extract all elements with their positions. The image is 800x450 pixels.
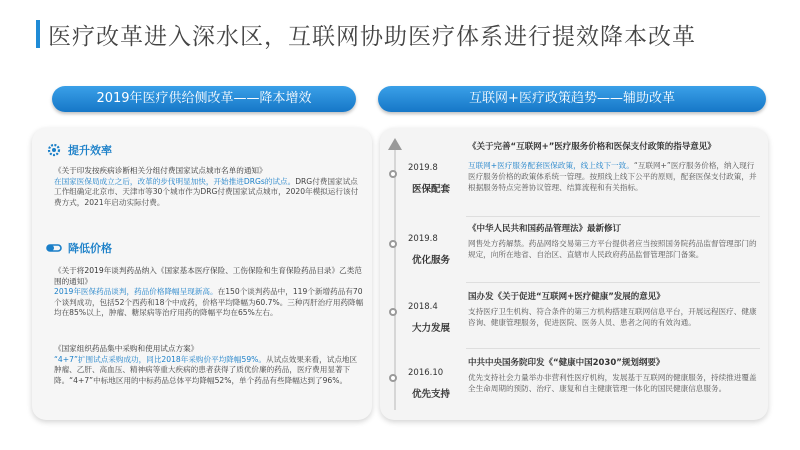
left-section-pill: 2019年医疗供给侧改革——降本增效 — [52, 86, 356, 112]
right-section-pill: 互联网+医疗政策趋势——辅助改革 — [378, 86, 766, 112]
timeline-label: 医保配套 — [412, 184, 451, 195]
timeline-line — [394, 140, 396, 410]
gear-icon — [46, 142, 62, 158]
policy-block: 《关于将2019年谈判药品纳入《国家基本医疗保险、工伤保险和生育保险药品目录》乙类范围的通知》 2019年医保药品谈判，药品价格降幅呈现新高。在150个谈判药品中，119个新增药品有70个谈判成功，包括52个西药和18个中成药，价格平均降幅为60.7%。三种丙肝治疗用药降幅均在85%以上，肿瘤、糖尿病等治疗用药的降幅平均在65%左右。 — [54, 266, 364, 317]
right-panel — [380, 128, 768, 420]
pill-capsule-icon — [46, 240, 62, 256]
divider — [466, 348, 760, 349]
divider — [466, 282, 760, 283]
policy-body: 网售处方药解禁。药品网络交易第三方平台提供者应当按照国务院药品监督管理部门的规定，向所在地省、自治区、直辖市人民政府药品监督管理部门备案。 — [468, 239, 757, 259]
timeline-dot — [389, 374, 397, 382]
page-title: 医疗改革进入深水区，互联网协助医疗体系进行提效降本改革 — [48, 24, 696, 50]
policy-body: 优先支持社会力量举办非营利性医疗机构，发展基于互联网的健康服务，持续推进覆盖全生命周期的预防、治疗、康复和自主健康管理一体化的国民健康信息服务。 — [468, 373, 757, 393]
timeline-label: 大力发展 — [412, 323, 451, 334]
left-panel — [32, 128, 372, 420]
policy-block: 《国家组织药品集中采购和使用试点方案》 “4+7”扩围试点采购成功，同比2018年采购价平均降幅59%。从试点效果来看，试点地区肿瘤、乙肝、高血压、精神病等重大疾病的患者获得了质优价廉的药品，医疗费用显著下降。“4+7”中标地区用的中标药品总体平均降幅52%，单个药品有些降幅达到了96%。 — [54, 344, 358, 385]
policy-body: 支持医疗卫生机构、符合条件的第三方机构搭建互联网信息平台，开展远程医疗、健康咨询、健康管理服务，促进医院、医务人员、患者之间的有效沟通。 — [468, 307, 757, 327]
timeline-year: 2016.10 — [408, 368, 444, 378]
timeline-arrow-icon — [388, 138, 402, 150]
policy-title: 中共中央国务院印发《“健康中国2030”规划纲要》 — [468, 358, 665, 368]
timeline-dot — [389, 170, 397, 178]
timeline-year: 2018.4 — [408, 302, 438, 312]
timeline-dot — [389, 308, 397, 316]
policy-body: 互联网+医疗服务配套医保政策，线上线下一致。“互联网+”医疗服务价格，纳入现行医疗服务价格的政策体系统一管理。按照线上线下公平的原则，配套医保支付政策，并根据服务特点完善协议管理、结算流程和有关指标。 — [468, 161, 757, 192]
policy-title: 《关于完善“互联网+”医疗服务价格和医保支付政策的指导意见》 — [468, 142, 716, 152]
timeline-label: 优化服务 — [412, 255, 451, 266]
section-heading-efficiency: 提升效率 — [46, 142, 112, 158]
timeline-label: 优先支持 — [412, 389, 451, 400]
timeline-year: 2019.8 — [408, 234, 438, 244]
divider — [466, 216, 760, 217]
policy-block: 《关于印发按疾病诊断相关分组付费国家试点城市名单的通知》 在国家医保局成立之后，改革的步伐明显加快，开始推进DRGs的试点。DRG付费国家试点工作组确定北京市、天津市等30个城市作为DRG付费国家试点城市，2020年模拟运行该付费方式，2021年启动实际付费。 — [54, 166, 359, 207]
timeline-year: 2019.8 — [408, 163, 438, 173]
section-heading-price: 降低价格 — [46, 240, 112, 256]
timeline-dot — [389, 240, 397, 248]
policy-title: 国办发《关于促进“互联网+医疗健康”发展的意见》 — [468, 292, 665, 302]
title-accent-bar — [36, 20, 40, 48]
policy-title: 《中华人民共和国药品管理法》最新修订 — [468, 224, 622, 234]
